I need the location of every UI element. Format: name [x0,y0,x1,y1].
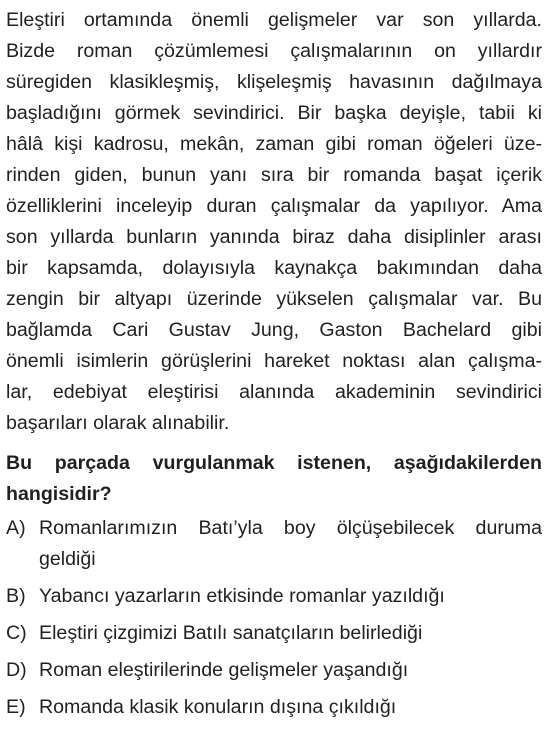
passage-line: özelliklerini inceleyip duran çalışmalar da yapılıyor. Ama [6,195,542,217]
passage-line: lar, edebiyat eleştirisi alanında akademinin sevindirici [6,381,542,403]
option-letter: D) [6,659,27,681]
option-e[interactable] [6,692,542,723]
option-text: Yabancı yazarların etkisinde romanlar yazıldığı [39,585,445,607]
passage-line: son yıllarda bunların yanında biraz daha disiplinler arası [6,226,542,248]
passage-line: başarıları olarak alınabilir. [6,412,230,434]
option-b[interactable] [6,581,542,612]
option-a[interactable] [6,513,542,575]
answer-options [6,513,542,723]
passage-line: Eleştiri ortamında önemli gelişmeler var son yıllarda. [6,9,542,31]
option-letter: B) [6,585,26,607]
option-d[interactable] [6,655,542,686]
passage-line: bir kapsamda, dolayısıyla kaynakça bakımından daha [6,257,542,279]
passage-line: önemli isimlerin görüşlerini hareket noktası alan çalışma- [6,350,542,372]
option-letter: A) [6,517,26,539]
option-text: geldiği [39,548,96,570]
option-c[interactable] [6,618,542,649]
passage-line: rinden giden, bunun yanı sıra bir romanda başat içerik [6,164,542,186]
option-text: Romanda klasik konuların dışına çıkıldığı [39,696,397,718]
option-letter: C) [6,622,27,644]
question-line: Bu parçada vurgulanmak istenen, aşağıdakilerden [6,452,542,474]
option-text: Roman eleştirilerinde gelişmeler yaşandığı [39,659,409,681]
option-letter: E) [6,696,26,718]
option-text: Eleştiri çizgimizi Batılı sanatçıların belirlediği [39,622,423,644]
option-text: Romanlarımızın Batı’yla boy ölçüşebilecek duruma [39,517,542,539]
passage-line: bağlamda Cari Gustav Jung, Gaston Bachelard gibi [6,319,542,341]
question-page [6,0,542,729]
passage-paragraph [6,5,542,439]
passage-line: Bizde roman çözümlemesi çalışmalarının on yıllardır [6,40,542,62]
passage-line: hâlâ kişi kadrosu, mekân, zaman gibi roman öğeleri üze- [6,133,542,155]
question-line: hangisidir? [6,483,112,505]
question-stem [6,448,542,510]
passage-line: süregiden klasikleşmiş, klişeleşmiş havasının dağılmaya [6,71,542,93]
passage-line: başladığını görmek sevindirici. Bir başka deyişle, tabii ki [6,102,542,124]
passage-line: zengin bir altyapı üzerinde yükselen çalışmalar var. Bu [6,288,542,310]
